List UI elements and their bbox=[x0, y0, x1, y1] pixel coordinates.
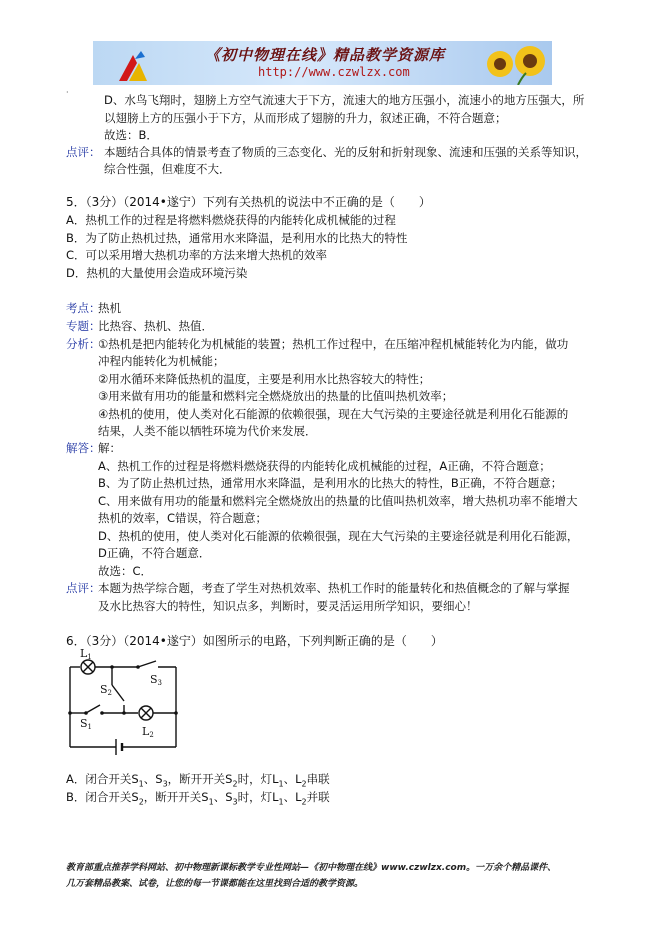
q5-jieda-intro: 解： bbox=[98, 441, 121, 455]
q5-zhuanti-label: 专题： bbox=[66, 319, 101, 333]
footer-line2: 几万套精品教案、试卷，让您的每一节课都能在这里找到合适的教学资源。 bbox=[66, 879, 364, 889]
q5-fenxi-line: ③用来做有用功的能量和燃料完全燃烧放出的热量的比值叫热机效率； bbox=[98, 389, 454, 403]
q6-option-b: B．闭合开关$S_2$，断开开关$S_1$、$S_3$时，灯$L_1$、$L_2$并联 bbox=[66, 790, 330, 807]
header-banner bbox=[93, 41, 552, 85]
q5-jieda-line: D、热机的使用，使人类对化石能源的依赖很强，现在大气污染的主要途径就是利用化石能源， bbox=[98, 529, 579, 543]
site-logo-icon bbox=[115, 49, 151, 83]
q4-option-d-line1: D、水鸟飞翔时，翅膀上方空气流速大于下方，流速大的地方压强小，流速小的地方压强大，所 bbox=[104, 93, 585, 107]
q5-option-d: D．热机的大量使用会造成环境污染 bbox=[66, 266, 248, 280]
label-l1: L1 bbox=[80, 647, 92, 661]
label-s1: S1 bbox=[80, 717, 93, 731]
q5-fenxi-line: 结果，人类不能以牺牲环境为代价来发展． bbox=[98, 424, 317, 438]
q5-fenxi-line: ④热机的使用，使人类对化石能源的依赖很强，现在大气污染的主要途径就是利用化石能源的 bbox=[98, 407, 569, 421]
banner-url[interactable]: http://www.czwlzx.com bbox=[258, 65, 410, 79]
q5-jieda-line: B、为了防止热机过热，通常用水来降温，是利用水的比热大的特性，B正确，不符合题意； bbox=[98, 476, 563, 490]
q5-comment-label: 点评： bbox=[66, 581, 101, 595]
q5-option-c: C．可以采用增大热机功率的方法来增大热机的效率 bbox=[66, 248, 328, 262]
sunflower-icon bbox=[478, 43, 548, 85]
q5-kaodian: 热机 bbox=[98, 301, 121, 315]
q4-comment-line1: 本题结合具体的情景考查了物质的三态变化、光的反射和折射现象、流速和压强的关系等知识， bbox=[104, 145, 587, 159]
q6-title: 6．（3分）（2014•遂宁）如图所示的电路，下列判断正确的是（ ） bbox=[66, 634, 443, 648]
footer-line1: 教育部重点推荐学科网站、初中物理新课标教学专业性网站—《初中物理在线》www.czwlzx.com。一万余个精品课件、 bbox=[66, 863, 557, 873]
q5-option-a: A．热机工作的过程是将燃料燃烧获得的内能转化成机械能的过程 bbox=[66, 213, 396, 227]
q5-jieda-line: A、热机工作的过程是将燃料燃烧获得的内能转化成机械能的过程，A正确，不符合题意； bbox=[98, 459, 551, 473]
page-footer bbox=[66, 860, 606, 892]
banner-title: 《初中物理在线》精品教学资源库 bbox=[205, 46, 446, 64]
q5-jieda-line: D正确，不符合题意． bbox=[98, 546, 211, 560]
q5-zhuanti: 比热容、热机、热值． bbox=[98, 319, 213, 333]
q5-comment-line2: 及水比热容大的特性，知识点多，判断时，要灵活运用所学知识，要细心！ bbox=[98, 599, 478, 613]
circuit-diagram bbox=[66, 647, 186, 765]
q5-jieda-line: 热机的效率，C错误，符合题意； bbox=[98, 511, 268, 525]
q4-option-d-line2: 以翅膀上方的压强小于下方，从而形成了翅膀的升力，叙述正确，不符合题意； bbox=[104, 111, 507, 125]
q5-fenxi-line: ①热机是把内能转化为机械能的装置；热机工作过程中，在压缩冲程机械能转化为内能，做功 bbox=[98, 337, 569, 351]
q5-jieda-line: C、用来做有用功的能量和燃料完全燃烧放出的热量的比值叫热机效率，增大热机功率不能增大 bbox=[98, 494, 578, 508]
q5-kaodian-label: 考点： bbox=[66, 301, 101, 315]
q5-fenxi-line: 冲程内能转化为机械能； bbox=[98, 354, 225, 368]
q5-fenxi-line: ②用水循环来降低热机的温度，主要是利用水比热容较大的特性； bbox=[98, 372, 431, 386]
label-l2: L2 bbox=[142, 725, 154, 739]
q5-title: 5．（3分）（2014•遂宁）下列有关热机的说法中不正确的是（ ） bbox=[66, 195, 431, 209]
q5-fenxi-label: 分析： bbox=[66, 337, 101, 351]
q5-comment-line1: 本题为热学综合题，考查了学生对热机效率、热机工作时的能量转化和热值概念的了解与掌握 bbox=[98, 581, 570, 595]
q4-answer: 故选：B． bbox=[104, 128, 158, 142]
q4-comment-label: 点评： bbox=[66, 145, 101, 159]
q5-option-b: B．为了防止热机过热，通常用水来降温，是利用水的比热大的特性 bbox=[66, 231, 408, 245]
q4-comment-line2: 综合性强，但难度不大． bbox=[104, 162, 231, 176]
label-s3: S3 bbox=[150, 673, 163, 687]
margin-mark: · bbox=[66, 88, 69, 97]
q6-option-a: A．闭合开关$S_1$、$S_3$，断开开关$S_2$时，灯$L_1$、$L_2$串联 bbox=[66, 772, 330, 789]
q5-jieda-label: 解答： bbox=[66, 441, 101, 455]
q5-answer: 故选：C． bbox=[98, 564, 153, 578]
label-s2: S2 bbox=[100, 683, 113, 697]
